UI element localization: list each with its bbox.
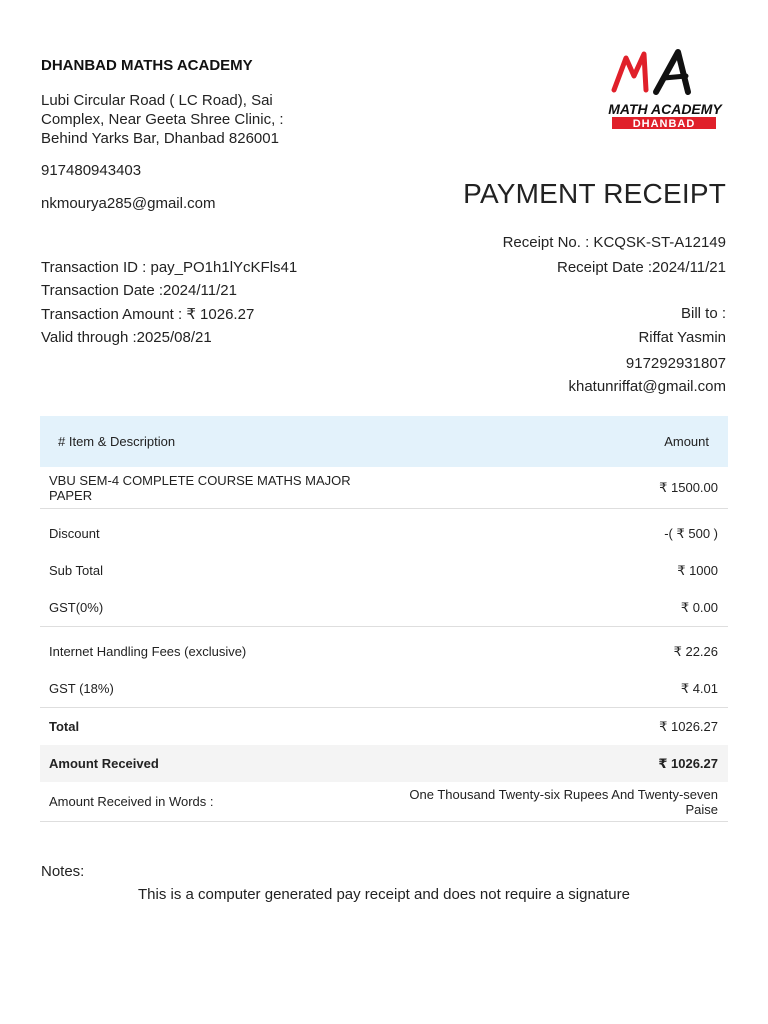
logo-line2: DHANBAD (632, 118, 696, 130)
fees-row (40, 627, 728, 671)
notes-label: Notes: (41, 863, 85, 880)
header-amount: Amount (386, 416, 728, 467)
fees-label: Internet Handling Fees (exclusive) (49, 644, 247, 659)
org-email: nkmourya285@gmail.com (41, 195, 216, 212)
gst18-label: GST (18%) (40, 670, 386, 708)
discount-label: Discount (49, 526, 100, 541)
valid-through: Valid through :2025/08/21 (41, 329, 212, 346)
bill-to-email: khatunriffat@gmail.com (568, 378, 726, 395)
table-row (40, 467, 728, 509)
gst0-row (40, 589, 728, 627)
org-address (41, 91, 284, 148)
item-amount: ₹ 1500.00 (386, 467, 728, 509)
subtotal-value: ₹ 1000 (677, 562, 718, 578)
amount-received-row (40, 745, 728, 782)
org-name: DHANBAD MATHS ACADEMY (41, 57, 253, 74)
subtotal-row (40, 552, 728, 589)
transaction-amount: Transaction Amount : ₹ 1026.27 (41, 306, 255, 323)
org-phone: 917480943403 (41, 162, 142, 179)
receipt-title: PAYMENT RECEIPT (463, 178, 726, 209)
transaction-date: Transaction Date :2024/11/21 (41, 282, 237, 299)
gst18-value: ₹ 4.01 (386, 670, 728, 708)
header-description: # Item & Description (40, 416, 386, 467)
total-label: Total (49, 719, 80, 734)
address-line: Complex, Near Geeta Shree Clinic, : (41, 111, 284, 128)
total-value: ₹ 1026.27 (659, 718, 718, 734)
discount-value: -( ₹ 500 ) (664, 525, 718, 541)
fees-value: ₹ 22.26 (673, 643, 718, 659)
receipt-number: Receipt No. : KCQSK-ST-A12149 (502, 234, 726, 251)
academy-logo (604, 44, 726, 150)
total-row (40, 708, 728, 746)
logo-line1: MATH ACADEMY (608, 101, 722, 117)
items-table (40, 416, 728, 822)
bill-to-name: Riffat Yasmin (638, 329, 726, 346)
amount-words-value: One Thousand Twenty-six Rupees And Twenty-seven Paise (386, 782, 728, 822)
subtotal-label: Sub Total (49, 563, 103, 578)
bill-to-label: Bill to : (680, 305, 726, 322)
notes-text: This is a computer generated pay receipt and does not require a signature (138, 886, 630, 903)
gst0-value: ₹ 0.00 (386, 589, 728, 627)
address-line: Behind Yarks Bar, Dhanbad 826001 (41, 130, 279, 147)
receipt-date: Receipt Date :2024/11/21 (556, 259, 726, 276)
table-header (40, 416, 728, 467)
amount-words-label: Amount Received in Words : (40, 782, 386, 822)
bill-to-phone: 917292931807 (625, 355, 726, 372)
amount-received-label: Amount Received (40, 745, 386, 782)
item-description: VBU SEM-4 COMPLETE COURSE MATHS MAJOR PAPER (40, 467, 386, 509)
gst0-label: GST(0%) (40, 589, 386, 627)
amount-received-value: ₹ 1026.27 (386, 745, 728, 782)
gst18-row (40, 670, 728, 708)
transaction-id: Transaction ID : pay_PO1h1lYcKFls41 (41, 259, 298, 276)
amount-words-row (40, 782, 728, 822)
discount-row (40, 509, 728, 553)
address-line: Lubi Circular Road ( LC Road), Sai (41, 92, 273, 109)
